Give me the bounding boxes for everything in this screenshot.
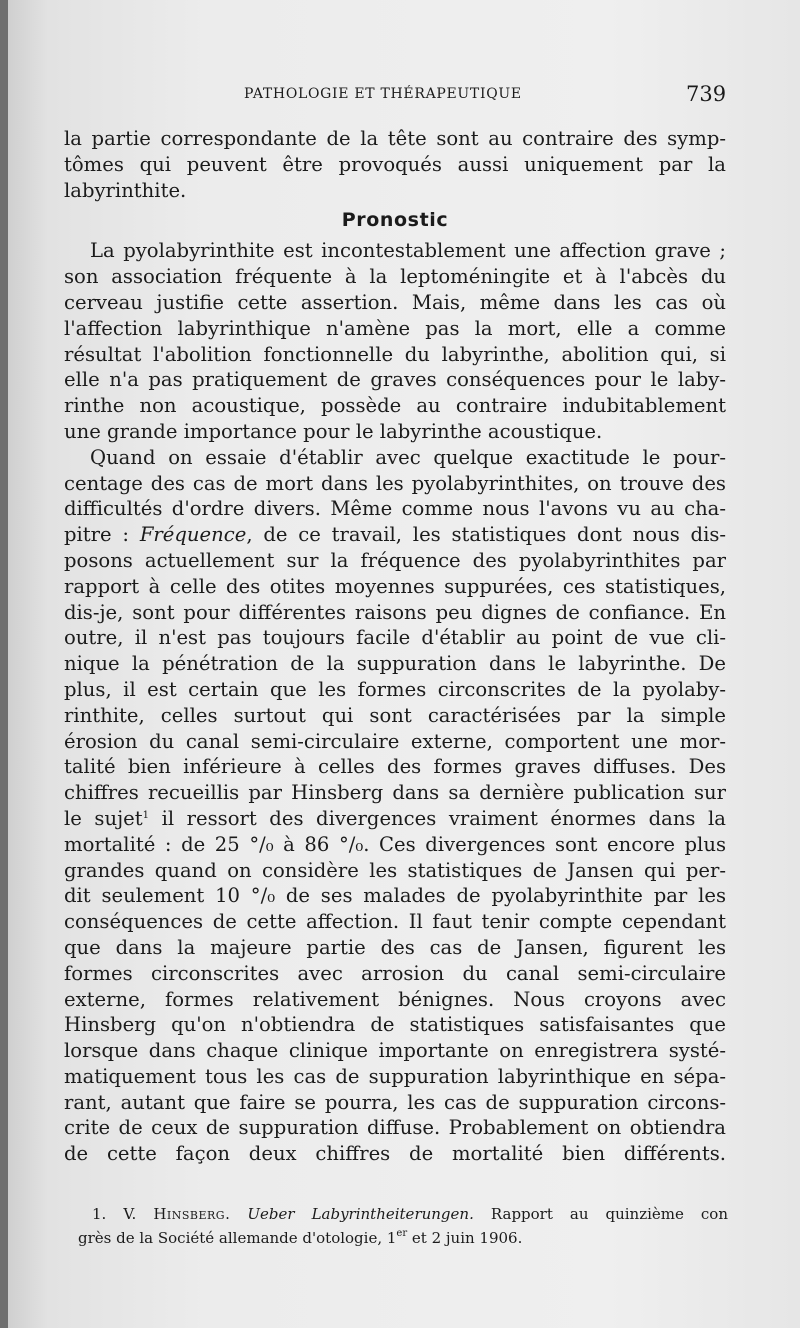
footnote-text: Rapport au quinzième con [490, 1205, 728, 1223]
text-line: labyrinthite. [64, 178, 187, 202]
text-line: rinthe non acoustique, possède au contraire indubitablement [64, 394, 726, 418]
footnote [78, 1202, 728, 1250]
footnote-initial: V. [123, 1205, 137, 1223]
text-line: nique la pénétration de la suppuration dans le labyrinthe. De [64, 652, 726, 676]
text-line: matiquement tous les cas de suppuration labyrinthique en sépa- [64, 1064, 726, 1088]
text-line: Hinsberg qu'on n'obtiendra de statistiques satisfaisantes que [64, 1013, 726, 1037]
text-line: lorsque dans chaque clinique importante on enregistrera systé- [64, 1039, 726, 1063]
text-line [64, 806, 726, 832]
chapter-reference: Fréquence [139, 523, 247, 547]
section-heading: Pronostic [341, 209, 449, 232]
text-line: centage des cas de mort dans les pyolabyrinthites, on trouve des [64, 471, 726, 495]
text-line: grandes quand on considère les statistiques de Jansen qui per- [64, 858, 726, 882]
text-line: rant, autant que faire se pourra, les cas de suppuration circons- [64, 1090, 726, 1114]
text-line: elle n'a pas pratiquement de graves conséquences pour le laby- [64, 368, 726, 392]
text-run: le sujet [64, 806, 143, 830]
text-line: outre, il n'est pas toujours facile d'établir au point de vue cli- [64, 626, 726, 650]
text-line: dit seulement 10 °/₀ de ses malades de pyolabyrinthite par les [64, 884, 726, 908]
text-line: chiffres recueillis par Hinsberg dans sa dernière publication sur [64, 781, 726, 805]
text-line: Quand on essaie d'établir avec quelque exactitude le pour- [90, 445, 726, 469]
text-line: externe, formes relativement bénignes. Nous croyons avec [64, 987, 726, 1011]
footnote-author: Hinsberg. [153, 1205, 231, 1223]
text-line: de cette façon deux chiffres de mortalité bien différents. [64, 1142, 726, 1166]
text-line: érosion du canal semi-circulaire externe, comportent une mor- [64, 729, 726, 753]
text-line: conséquences de cette affection. Il faut tenir compte cependant [64, 910, 726, 934]
book-page [8, 0, 800, 1328]
body-text [64, 126, 726, 1167]
text-line: une grande importance pour le labyrinthe acoustique. [64, 419, 603, 443]
text-line: rinthite, celles surtout qui sont caractérisées par la simple [64, 703, 726, 727]
footnote-ordinal: er [396, 1228, 408, 1239]
running-header [8, 82, 800, 110]
text-line: La pyolabyrinthite est incontestablement une affection grave ; [90, 239, 726, 263]
text-line: tômes qui peuvent être provoqués aussi uniquement par la [64, 152, 726, 176]
footnote-title: Ueber Labyrintheiterungen. [247, 1205, 474, 1223]
running-title: PATHOLOGIE ET THÉRAPEUTIQUE [244, 86, 522, 102]
text-run: , de ce travail, les statistiques dont nous dis- [246, 523, 727, 547]
text-line: rapport à celle des otites moyennes suppurées, ces statistiques, [64, 574, 726, 598]
footnote-line [78, 1202, 728, 1226]
text-line: son association fréquente à la leptoméningite et à l'abcès du [64, 265, 726, 289]
text-line: mortalité : de 25 °/₀ à 86 °/₀. Ces divergences sont encore plus [64, 832, 726, 856]
text-run: il ressort des divergences vraiment énormes dans la [149, 806, 726, 830]
text-line: résultat l'abolition fonctionnelle du labyrinthe, abolition qui, si [64, 342, 726, 366]
text-line: que dans la majeure partie des cas de Jansen, figurent les [64, 935, 726, 959]
page-number: 739 [686, 82, 727, 106]
footnote-marker: 1 [142, 809, 150, 821]
text-line [64, 522, 726, 548]
text-line: plus, il est certain que les formes circonscrites de la pyolaby- [64, 677, 726, 701]
text-line: dis-je, sont pour différentes raisons peu dignes de confiance. En [64, 600, 726, 624]
footnote-text: et 2 juin 1906. [407, 1229, 523, 1247]
text-line: formes circonscrites avec arrosion du canal semi-circulaire [64, 961, 726, 985]
footnote-text: grès de la Société allemande d'otologie, 1 [78, 1229, 397, 1247]
text-line: difficultés d'ordre divers. Même comme nous l'avons vu au cha- [64, 497, 726, 521]
text-line: la partie correspondante de la tête sont au contraire des symp- [64, 127, 726, 150]
text-line: talité bien inférieure à celles des formes graves diffuses. Des [64, 755, 726, 779]
text-run: pitre : [64, 523, 140, 547]
footnote-number: 1. [92, 1205, 107, 1223]
footnote-line [78, 1226, 728, 1250]
text-line: posons actuellement sur la fréquence des pyolabyrinthites par [64, 548, 726, 572]
text-line: crite de ceux de suppuration diffuse. Probablement on obtiendra [64, 1116, 726, 1140]
text-line: l'affection labyrinthique n'amène pas la mort, elle a comme [64, 316, 726, 340]
text-line: cerveau justifie cette assertion. Mais, même dans les cas où [64, 290, 726, 314]
